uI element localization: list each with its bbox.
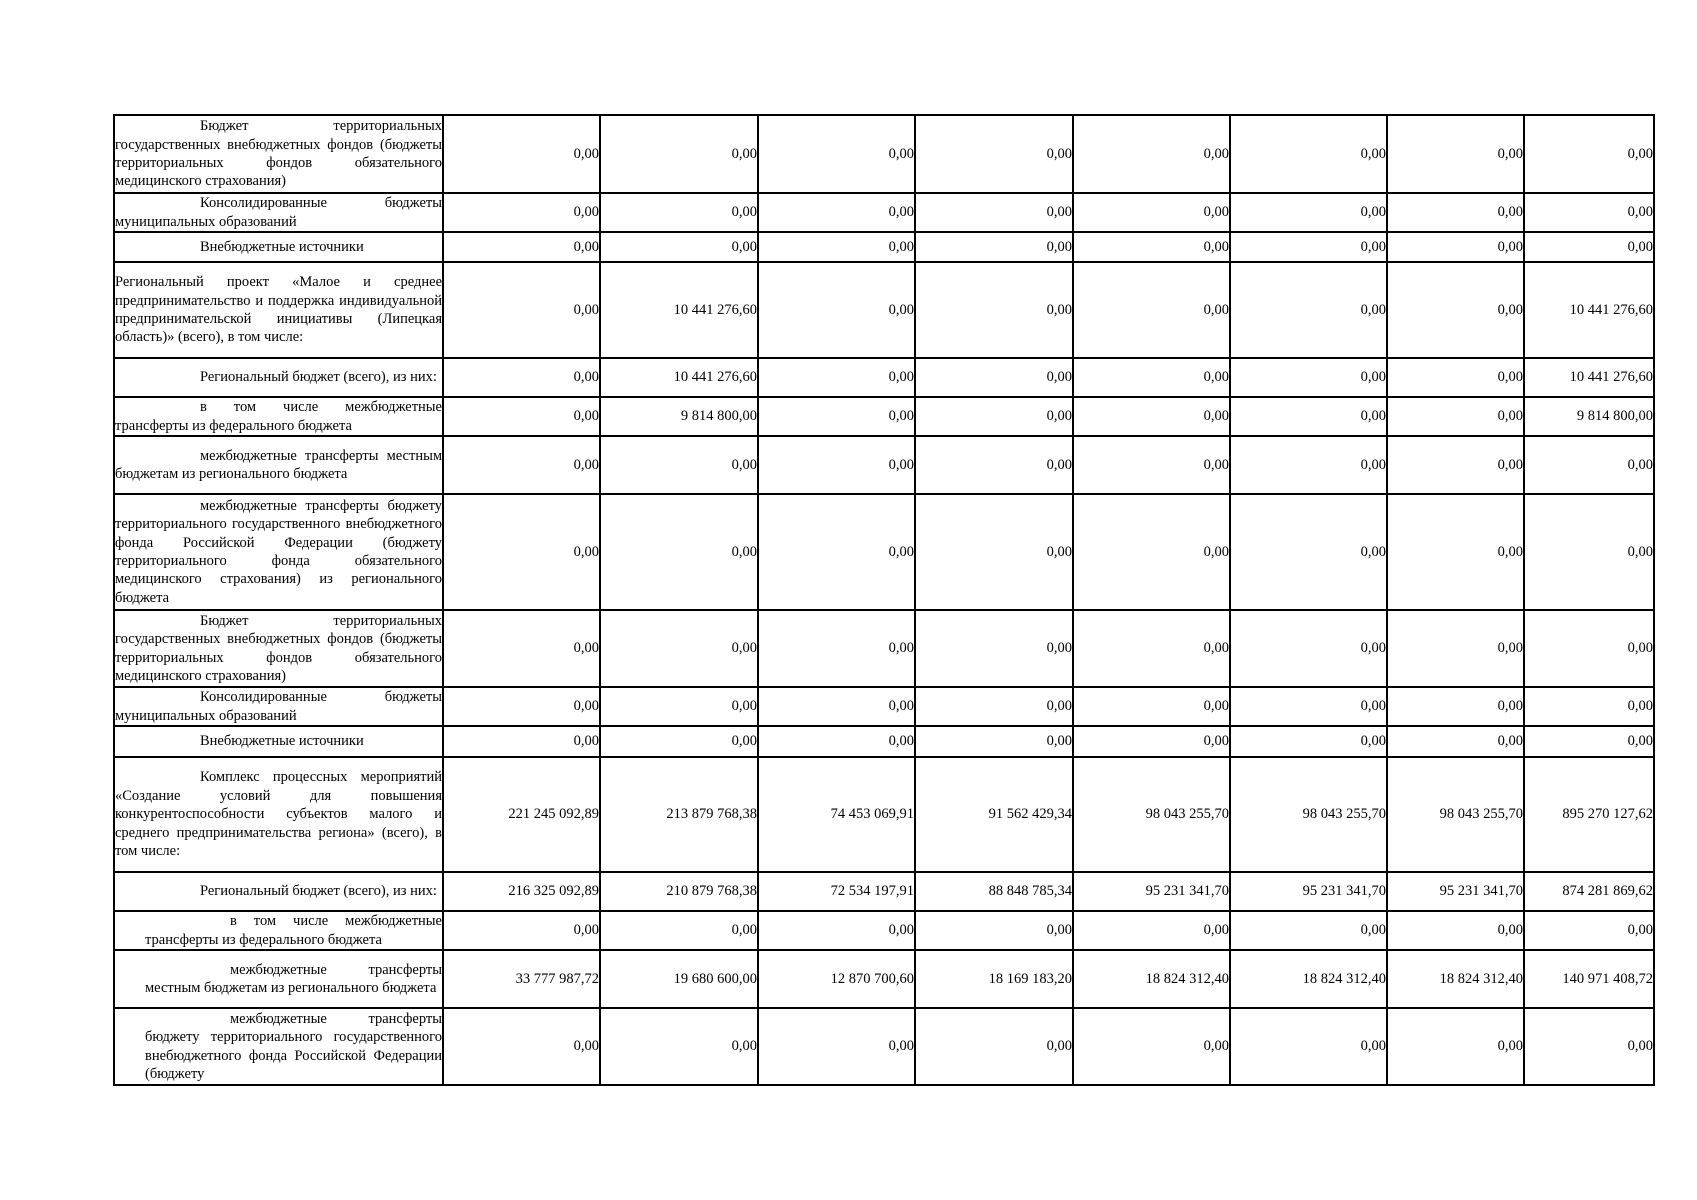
row-label: межбюджетные трансферты местным бюджетам из регионального бюджета [114, 950, 443, 1008]
value-cell: 74 453 069,91 [758, 757, 915, 872]
value-cell: 0,00 [1230, 262, 1387, 358]
value-cell: 0,00 [915, 911, 1073, 950]
value-cell: 0,00 [1387, 1008, 1524, 1085]
table-row [114, 262, 1654, 358]
value-cell: 0,00 [758, 193, 915, 232]
value-cell: 0,00 [915, 193, 1073, 232]
value-cell: 0,00 [1230, 397, 1387, 436]
budget-table-body [114, 115, 1654, 1085]
table-row [114, 358, 1654, 397]
value-cell: 0,00 [1230, 436, 1387, 494]
value-cell: 0,00 [1524, 436, 1654, 494]
value-cell: 18 824 312,40 [1230, 950, 1387, 1008]
row-label: Комплекс процессных мероприятий «Создание условий для повышения конкурентоспособности субъектов малого и среднего предпринимательства региона» (всего), в том числе: [114, 757, 443, 872]
value-cell: 18 824 312,40 [1073, 950, 1230, 1008]
value-cell: 0,00 [758, 436, 915, 494]
value-cell: 0,00 [758, 232, 915, 262]
value-cell: 0,00 [1387, 911, 1524, 950]
value-cell: 18 169 183,20 [915, 950, 1073, 1008]
value-cell: 9 814 800,00 [600, 397, 758, 436]
value-cell: 213 879 768,38 [600, 757, 758, 872]
value-cell: 0,00 [1524, 687, 1654, 726]
value-cell: 0,00 [758, 1008, 915, 1085]
value-cell: 0,00 [1387, 687, 1524, 726]
table-row [114, 726, 1654, 757]
table-row [114, 193, 1654, 232]
value-cell: 0,00 [758, 397, 915, 436]
row-label: межбюджетные трансферты бюджету территориального государственного внебюджетного фонда Российской Федерации (бюджету [114, 1008, 443, 1085]
value-cell: 19 680 600,00 [600, 950, 758, 1008]
value-cell: 0,00 [1387, 193, 1524, 232]
value-cell: 98 043 255,70 [1230, 757, 1387, 872]
value-cell: 0,00 [1230, 1008, 1387, 1085]
table-row [114, 232, 1654, 262]
row-label: межбюджетные трансферты бюджету территориального государственного внебюджетного фонда Российской Федерации (бюджету территориального фонда обязательного медицинского страхования) из регионального бюджета [114, 494, 443, 610]
value-cell: 0,00 [1387, 494, 1524, 610]
value-cell: 9 814 800,00 [1524, 397, 1654, 436]
value-cell: 0,00 [1387, 610, 1524, 687]
value-cell: 0,00 [1524, 193, 1654, 232]
value-cell: 0,00 [1387, 726, 1524, 757]
table-row [114, 757, 1654, 872]
value-cell: 0,00 [443, 911, 600, 950]
value-cell: 18 824 312,40 [1387, 950, 1524, 1008]
value-cell: 216 325 092,89 [443, 872, 600, 911]
table-row [114, 397, 1654, 436]
value-cell: 72 534 197,91 [758, 872, 915, 911]
value-cell: 0,00 [1073, 687, 1230, 726]
row-label: межбюджетные трансферты местным бюджетам из регионального бюджета [114, 436, 443, 494]
value-cell: 0,00 [915, 397, 1073, 436]
budget-table [113, 114, 1655, 1086]
table-row [114, 610, 1654, 687]
row-label: Бюджет территориальных государственных внебюджетных фондов (бюджеты территориальных фондов обязательного медицинского страхования) [114, 115, 443, 193]
value-cell: 10 441 276,60 [600, 358, 758, 397]
value-cell: 0,00 [915, 232, 1073, 262]
value-cell: 210 879 768,38 [600, 872, 758, 911]
value-cell: 0,00 [1230, 232, 1387, 262]
value-cell: 95 231 341,70 [1073, 872, 1230, 911]
value-cell: 0,00 [1524, 1008, 1654, 1085]
value-cell: 0,00 [1073, 610, 1230, 687]
table-row [114, 872, 1654, 911]
value-cell: 0,00 [443, 436, 600, 494]
value-cell: 0,00 [915, 726, 1073, 757]
value-cell: 0,00 [443, 494, 600, 610]
row-label: Региональный бюджет (всего), из них: [114, 358, 443, 397]
value-cell: 0,00 [758, 115, 915, 193]
value-cell: 140 971 408,72 [1524, 950, 1654, 1008]
value-cell: 0,00 [1230, 911, 1387, 950]
value-cell: 874 281 869,62 [1524, 872, 1654, 911]
value-cell: 895 270 127,62 [1524, 757, 1654, 872]
value-cell: 0,00 [443, 193, 600, 232]
value-cell: 0,00 [1073, 232, 1230, 262]
table-row [114, 950, 1654, 1008]
table-row [114, 494, 1654, 610]
value-cell: 0,00 [1073, 726, 1230, 757]
table-row [114, 436, 1654, 494]
value-cell: 95 231 341,70 [1230, 872, 1387, 911]
value-cell: 0,00 [600, 1008, 758, 1085]
value-cell: 0,00 [1230, 494, 1387, 610]
value-cell: 0,00 [443, 1008, 600, 1085]
value-cell: 0,00 [1230, 115, 1387, 193]
value-cell: 0,00 [1073, 436, 1230, 494]
value-cell: 221 245 092,89 [443, 757, 600, 872]
value-cell: 33 777 987,72 [443, 950, 600, 1008]
value-cell: 98 043 255,70 [1387, 757, 1524, 872]
value-cell: 0,00 [915, 687, 1073, 726]
row-label: Консолидированные бюджеты муниципальных образований [114, 193, 443, 232]
value-cell: 0,00 [1387, 232, 1524, 262]
value-cell: 0,00 [1387, 436, 1524, 494]
value-cell: 0,00 [1387, 115, 1524, 193]
value-cell: 0,00 [443, 726, 600, 757]
value-cell: 91 562 429,34 [915, 757, 1073, 872]
row-label: Региональный бюджет (всего), из них: [114, 872, 443, 911]
value-cell: 0,00 [443, 232, 600, 262]
value-cell: 12 870 700,60 [758, 950, 915, 1008]
row-label: Региональный проект «Малое и среднее предпринимательство и поддержка индивидуальной предпринимательской инициативы (Липецкая область)» (всего), в том числе: [114, 262, 443, 358]
value-cell: 95 231 341,70 [1387, 872, 1524, 911]
value-cell: 0,00 [915, 610, 1073, 687]
value-cell: 0,00 [1387, 397, 1524, 436]
value-cell: 0,00 [1230, 610, 1387, 687]
value-cell: 0,00 [600, 115, 758, 193]
value-cell: 0,00 [600, 610, 758, 687]
value-cell: 0,00 [600, 436, 758, 494]
value-cell: 98 043 255,70 [1073, 757, 1230, 872]
row-label: Внебюджетные источники [114, 232, 443, 262]
value-cell: 0,00 [1073, 494, 1230, 610]
row-label: в том числе межбюджетные трансферты из федерального бюджета [114, 397, 443, 436]
value-cell: 0,00 [1524, 494, 1654, 610]
value-cell: 0,00 [600, 193, 758, 232]
value-cell: 0,00 [443, 262, 600, 358]
value-cell: 0,00 [443, 397, 600, 436]
value-cell: 0,00 [1230, 687, 1387, 726]
value-cell: 0,00 [1073, 397, 1230, 436]
value-cell: 0,00 [1524, 610, 1654, 687]
row-label: Консолидированные бюджеты муниципальных образований [114, 687, 443, 726]
value-cell: 10 441 276,60 [1524, 262, 1654, 358]
value-cell: 0,00 [600, 911, 758, 950]
value-cell: 0,00 [1230, 358, 1387, 397]
row-label: Внебюджетные источники [114, 726, 443, 757]
row-label: Бюджет территориальных государственных внебюджетных фондов (бюджеты территориальных фондов обязательного медицинского страхования) [114, 610, 443, 687]
value-cell: 0,00 [600, 687, 758, 726]
value-cell: 0,00 [1230, 193, 1387, 232]
value-cell: 0,00 [1524, 232, 1654, 262]
table-row [114, 1008, 1654, 1085]
value-cell: 0,00 [1230, 726, 1387, 757]
value-cell: 0,00 [1073, 358, 1230, 397]
table-row [114, 687, 1654, 726]
value-cell: 0,00 [1073, 1008, 1230, 1085]
value-cell: 0,00 [600, 726, 758, 757]
value-cell: 0,00 [1073, 262, 1230, 358]
value-cell: 10 441 276,60 [600, 262, 758, 358]
value-cell: 0,00 [758, 494, 915, 610]
value-cell: 0,00 [443, 358, 600, 397]
value-cell: 0,00 [1387, 358, 1524, 397]
value-cell: 88 848 785,34 [915, 872, 1073, 911]
table-row [114, 115, 1654, 193]
value-cell: 0,00 [1524, 911, 1654, 950]
value-cell: 0,00 [443, 610, 600, 687]
value-cell: 0,00 [758, 610, 915, 687]
table-row [114, 911, 1654, 950]
value-cell: 0,00 [443, 115, 600, 193]
value-cell: 0,00 [758, 687, 915, 726]
value-cell: 0,00 [915, 115, 1073, 193]
value-cell: 0,00 [1524, 115, 1654, 193]
value-cell: 0,00 [600, 232, 758, 262]
value-cell: 0,00 [1073, 911, 1230, 950]
value-cell: 0,00 [1387, 262, 1524, 358]
value-cell: 0,00 [915, 358, 1073, 397]
value-cell: 0,00 [443, 687, 600, 726]
value-cell: 0,00 [915, 436, 1073, 494]
value-cell: 0,00 [600, 494, 758, 610]
value-cell: 0,00 [1073, 115, 1230, 193]
value-cell: 0,00 [915, 262, 1073, 358]
value-cell: 10 441 276,60 [1524, 358, 1654, 397]
value-cell: 0,00 [758, 358, 915, 397]
value-cell: 0,00 [758, 262, 915, 358]
value-cell: 0,00 [1524, 726, 1654, 757]
value-cell: 0,00 [758, 911, 915, 950]
value-cell: 0,00 [758, 726, 915, 757]
row-label: в том числе межбюджетные трансферты из федерального бюджета [114, 911, 443, 950]
value-cell: 0,00 [1073, 193, 1230, 232]
value-cell: 0,00 [915, 494, 1073, 610]
value-cell: 0,00 [915, 1008, 1073, 1085]
